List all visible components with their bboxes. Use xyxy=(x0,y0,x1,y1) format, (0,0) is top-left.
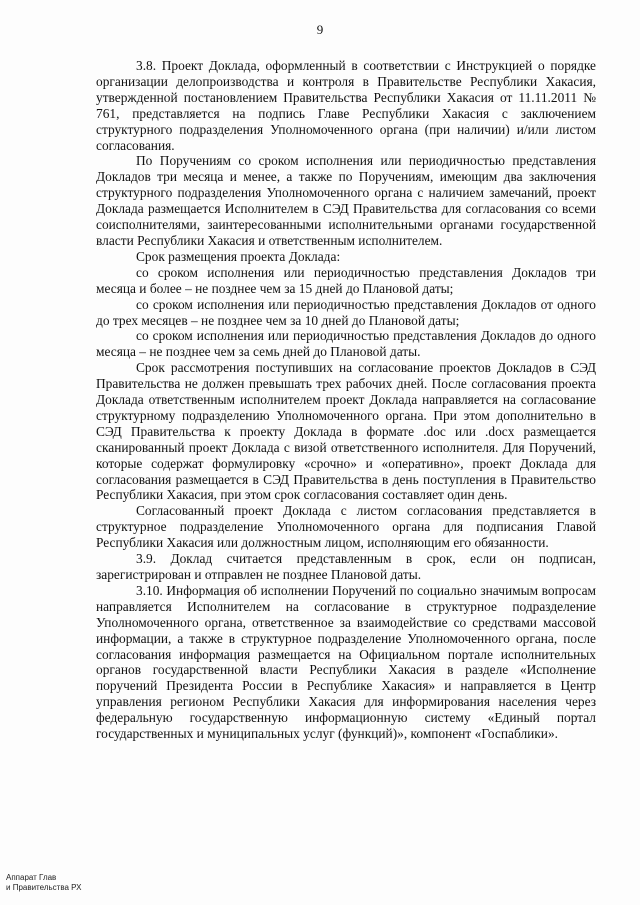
paragraph-under-one-month: со сроком исполнения или периодичностью представления Докладов до одного месяца – не позднее чем за семь дней до Плановой даты. xyxy=(96,328,596,360)
page-number: 9 xyxy=(316,22,324,37)
paragraph-posting-deadline: Срок размещения проекта Доклада: xyxy=(136,248,341,264)
paragraph-three-months: со сроком исполнения или периодичностью представления Докладов три месяца и более – не позднее чем за 15 дней до Плановой даты; xyxy=(96,264,596,296)
paragraph-3-10: 3.10. Информация об исполнении Поручений по социально значимым вопросам направляется Исполнителем на согласование в структурное подразделение Уполномоченного органа, ответственное за взаимодействие со средствами массовой информации, а также в структурное подразделение Уполномоченного органа, после согласования информация размещается на Официальном портале исполнительных органов государственной власти Республики Хакасия в разделе «Исполнение поручений Президента России в Республике Хакасия» и направляется в Центр управления регионом Республики Хакасия для информирования населения через федеральную государственную информационную систему «Единый портал государственных и муниципальных услуг (функций)», компонент «Госпаблики». xyxy=(96,582,596,742)
document-body xyxy=(96,58,596,742)
paragraph-3-8: 3.8. Проект Доклада, оформленный в соответствии с Инструкцией о порядке организации делопроизводства и контроля в Правительстве Республики Хакасия, утвержденной постановлением Правительства Республики Хакасия от 11.11.2011 № 761, представляется на подпись Главе Республики Хакасия с заключением структурного подразделения Уполномоченного органа (при наличии) и/или листом согласования. xyxy=(96,58,596,153)
paragraph-one-to-three-months: со сроком исполнения или периодичностью представления Докладов от одного до трех месяцев – не позднее чем за 10 дней до Плановой даты; xyxy=(96,296,596,328)
stamp-line-1: Аппарат Глав xyxy=(6,873,57,882)
paragraph-review-period: Срок рассмотрения поступивших на согласование проектов Докладов в СЭД Правительства не должен превышать трех рабочих дней. После согласования проекта Доклада ответственным исполнителем проект Доклада направляется на согласование структурному подразделению Уполномоченного органа. При этом дополнительно в СЭД Правительства к проекту Доклада в формате .doc или .docx размещается сканированный проект Доклада с визой ответственного исполнителя. Для Поручений, которые содержат формулировку «срочно» и «оперативно», проект Доклада для согласования размещается в СЭД Правительства в день поступления в Правительство Республики Хакасия, при этом срок согласования составляет один день. xyxy=(96,360,596,503)
paragraph-approved-draft: Согласованный проект Доклада с листом согласования представляется в структурное подразделение Уполномоченного органа для подписания Главой Республики Хакасия или должностным лицом, исполняющим его обязанности. xyxy=(96,503,596,551)
paragraph-short-deadlines: По Поручениям со сроком исполнения или периодичностью представления Докладов три месяца и менее, а также по Поручениям, имеющим два заключения структурного подразделения Уполномоченного органа с наличием замечаний, проект Доклада размещается Исполнителем в СЭД Правительства для согласования со всеми соисполнителями, заинтересованными исполнительными органами государственной власти Республики Хакасия и ответственным исполнителем. xyxy=(96,153,596,248)
paragraph-3-9: 3.9. Доклад считается представленным в срок, если он подписан, зарегистрирован и отправлен не позднее Плановой даты. xyxy=(96,551,596,582)
stamp-line-2: и Правительства РХ xyxy=(6,883,82,892)
office-stamp xyxy=(6,873,81,893)
